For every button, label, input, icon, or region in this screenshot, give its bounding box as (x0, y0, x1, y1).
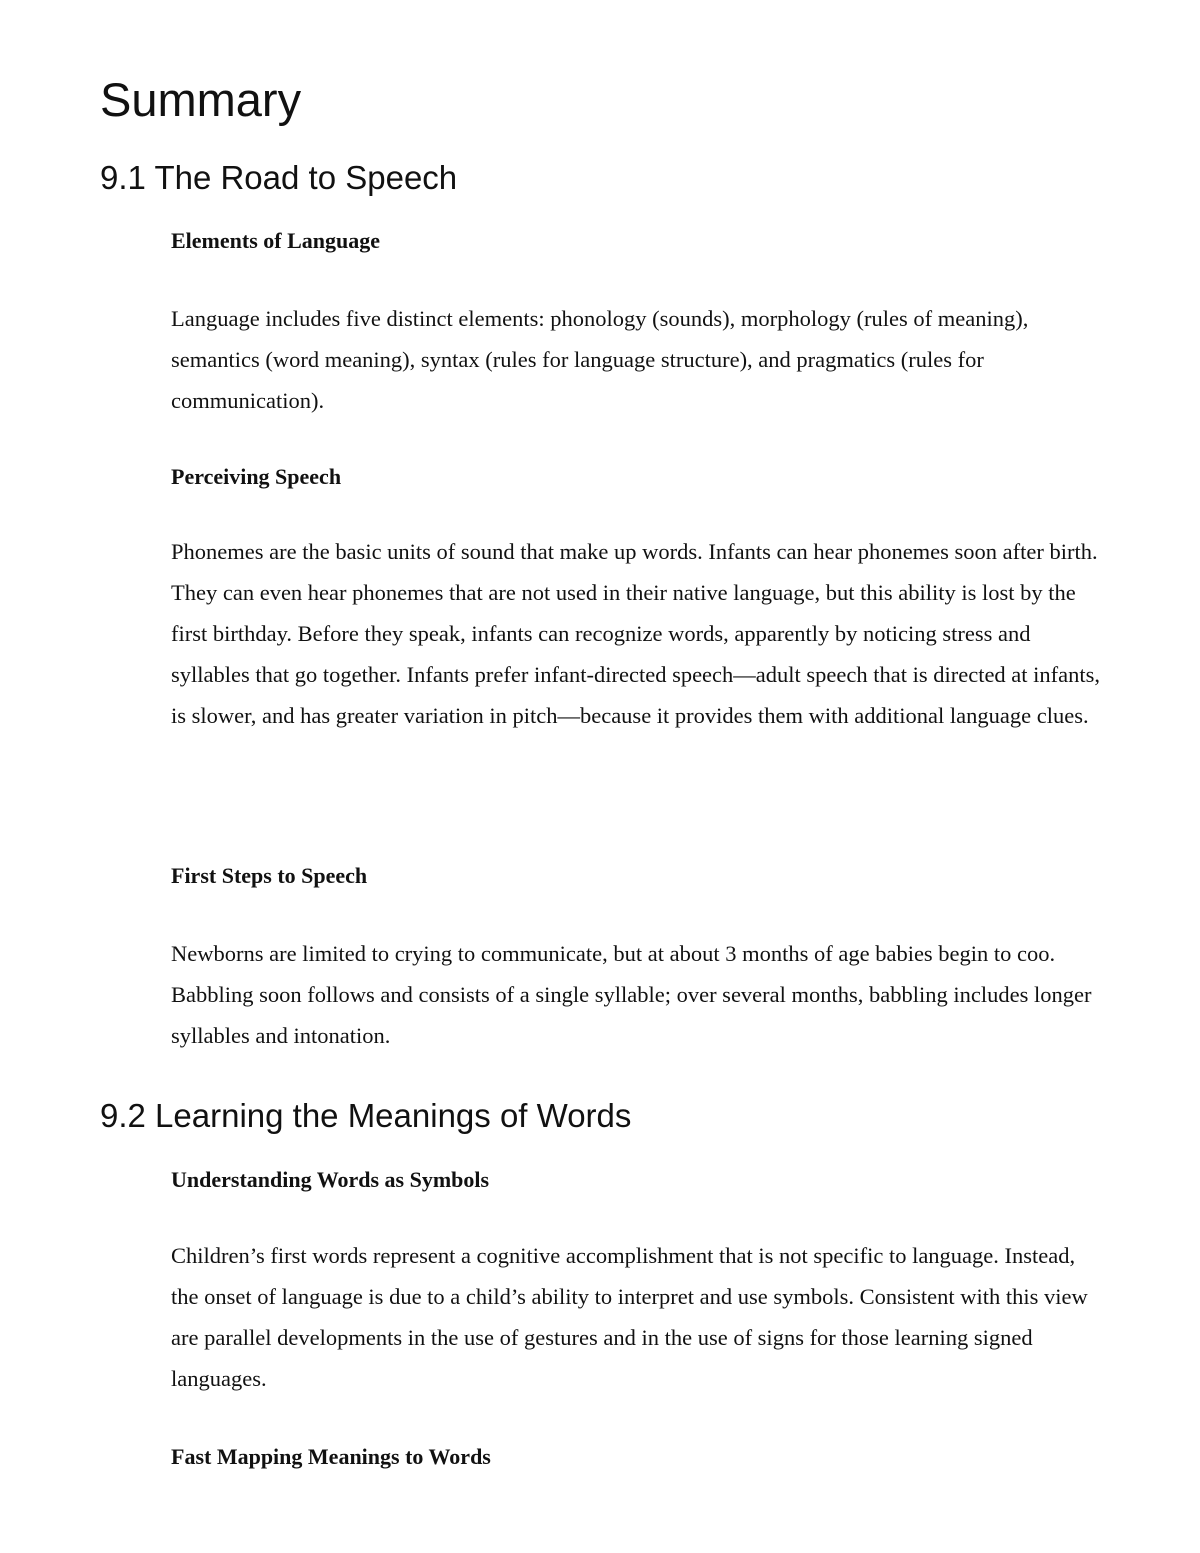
page-title: Summary (100, 73, 302, 126)
subsection-heading-understanding-words-as-symbols: Understanding Words as Symbols (171, 1167, 490, 1192)
subsection-heading-first-steps-to-speech: First Steps to Speech (171, 863, 368, 888)
paragraph-first-steps-to-speech: Newborns are limited to crying to communicate, but at about 3 months of age babies begin to coo. Babbling soon follows and consists of a single syllable; over several months, babbling includes longer syllables and intonation. (171, 941, 1092, 1048)
subsection-heading-perceiving-speech: Perceiving Speech (171, 464, 342, 489)
paragraph-perceiving-speech: Phonemes are the basic units of sound that make up words. Infants can hear phonemes soon after birth. They can even hear phonemes that are not used in their native language, but this ability is lost by the first birthday. Before they speak, infants can recognize words, apparently by noticing stress and syllables that go together. Infants prefer infant-directed speech—adult speech that is directed at infants, is slower, and has greater variation in pitch—because it provides them with additional language clues. (171, 539, 1101, 728)
section-heading-9-1: 9.1 The Road to Speech (100, 159, 458, 196)
subsection-heading-fast-mapping: Fast Mapping Meanings to Words (171, 1444, 491, 1469)
section-heading-9-2: 9.2 Learning the Meanings of Words (100, 1097, 632, 1134)
paragraph-elements-of-language: Language includes five distinct elements: phonology (sounds), morphology (rules of meaning), semantics (word meaning), syntax (rules for language structure), and pragmatics (rules for communication). (171, 306, 1029, 413)
paragraph-understanding-words-as-symbols: Children’s first words represent a cognitive accomplishment that is not specific to language. Instead, the onset of language is due to a child’s ability to interpret and use symbols. Consistent with this view are parallel developments in the use of gestures and in the use of signs for those learning signed languages. (171, 1243, 1088, 1391)
subsection-heading-elements-of-language: Elements of Language (171, 228, 380, 253)
